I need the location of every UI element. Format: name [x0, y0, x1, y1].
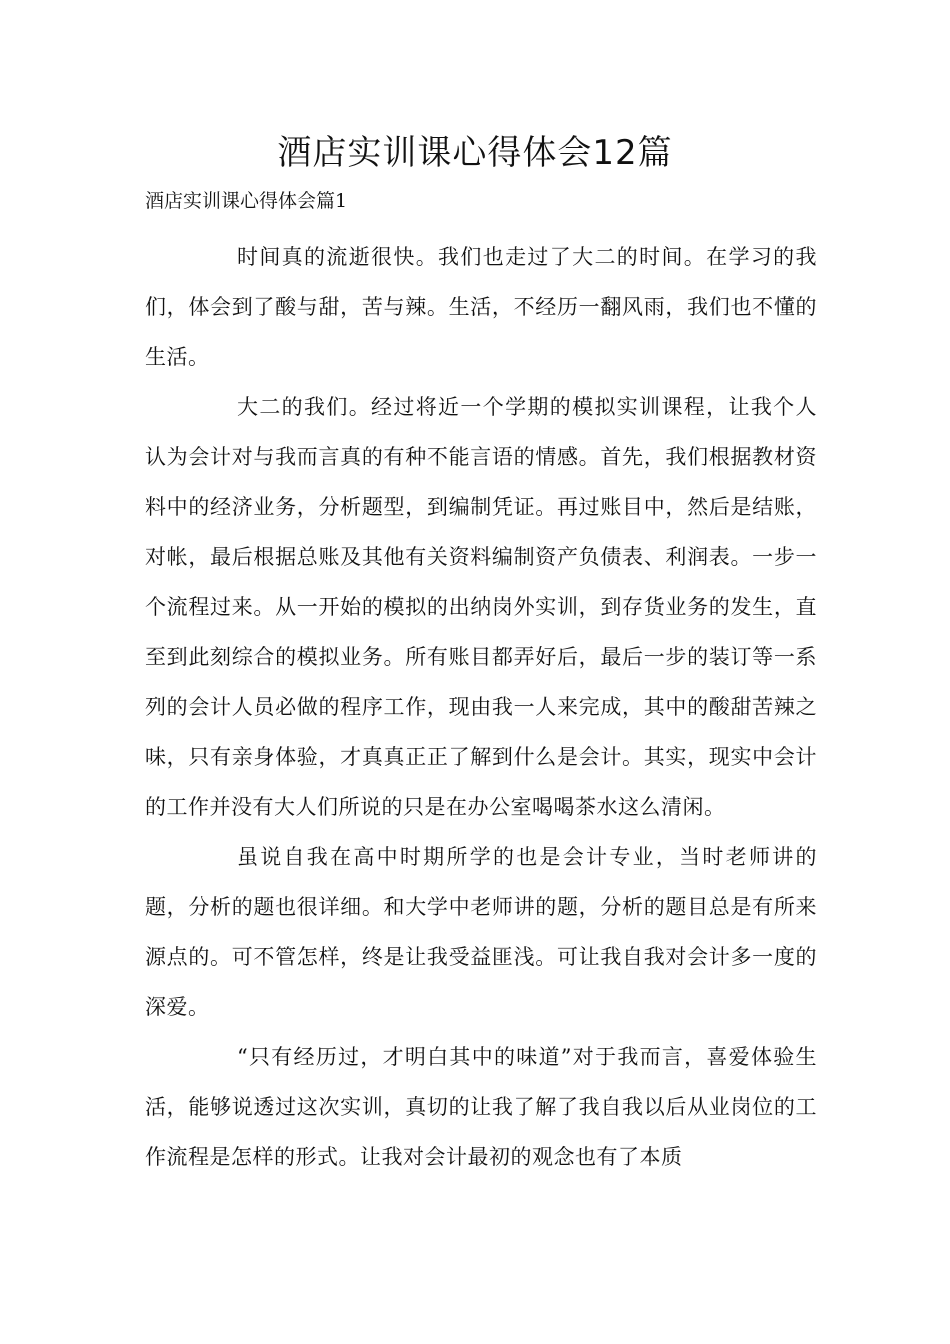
- paragraph: “只有经历过，才明白其中的味道”对于我而言，喜爱体验生活，能够说透过这次实训，真切的让我了解了我自我以后从业岗位的工作流程是怎样的形式。让我对会计最初的观念也有了本质: [145, 1045, 817, 1169]
- paragraph: 时间真的流逝很快。我们也走过了大二的时间。在学习的我们，体会到了酸与甜，苦与辣。生活，不经历一翻风雨，我们也不懂的生活。: [145, 245, 817, 369]
- paragraph: 大二的我们。经过将近一个学期的模拟实训课程，让我个人认为会计对与我而言真的有种不能言语的情感。首先，我们根据教材资料中的经济业务，分析题型，到编制凭证。再过账目中，然后是结账，对帐，最后根据总账及其他有关资料编制资产负债表、利润表。一步一个流程过来。从一开始的模拟的出纳岗外实训，到存货业务的发生，直至到此刻综合的模拟业务。所有账目都弄好后，最后一步的装订等一系列的会计人员必做的程序工作，现由我一人来完成，其中的酸甜苦辣之味，只有亲身体验，才真真正正了解到什么是会计。其实，现实中会计的工作并没有大人们所说的只是在办公室喝喝茶水这么清闲。: [145, 395, 817, 819]
- document-title: 酒店实训课心得体会12篇: [277, 133, 673, 173]
- paragraph: 虽说自我在高中时期所学的也是会计专业，当时老师讲的题，分析的题也很详细。和大学中老师讲的题，分析的题目总是有所来源点的。可不管怎样，终是让我受益匪浅。可让我自我对会计多一度的深爱。: [145, 845, 817, 1019]
- document-body: [145, 232, 817, 1182]
- section-heading: 酒店实训课心得体会篇1: [145, 190, 348, 212]
